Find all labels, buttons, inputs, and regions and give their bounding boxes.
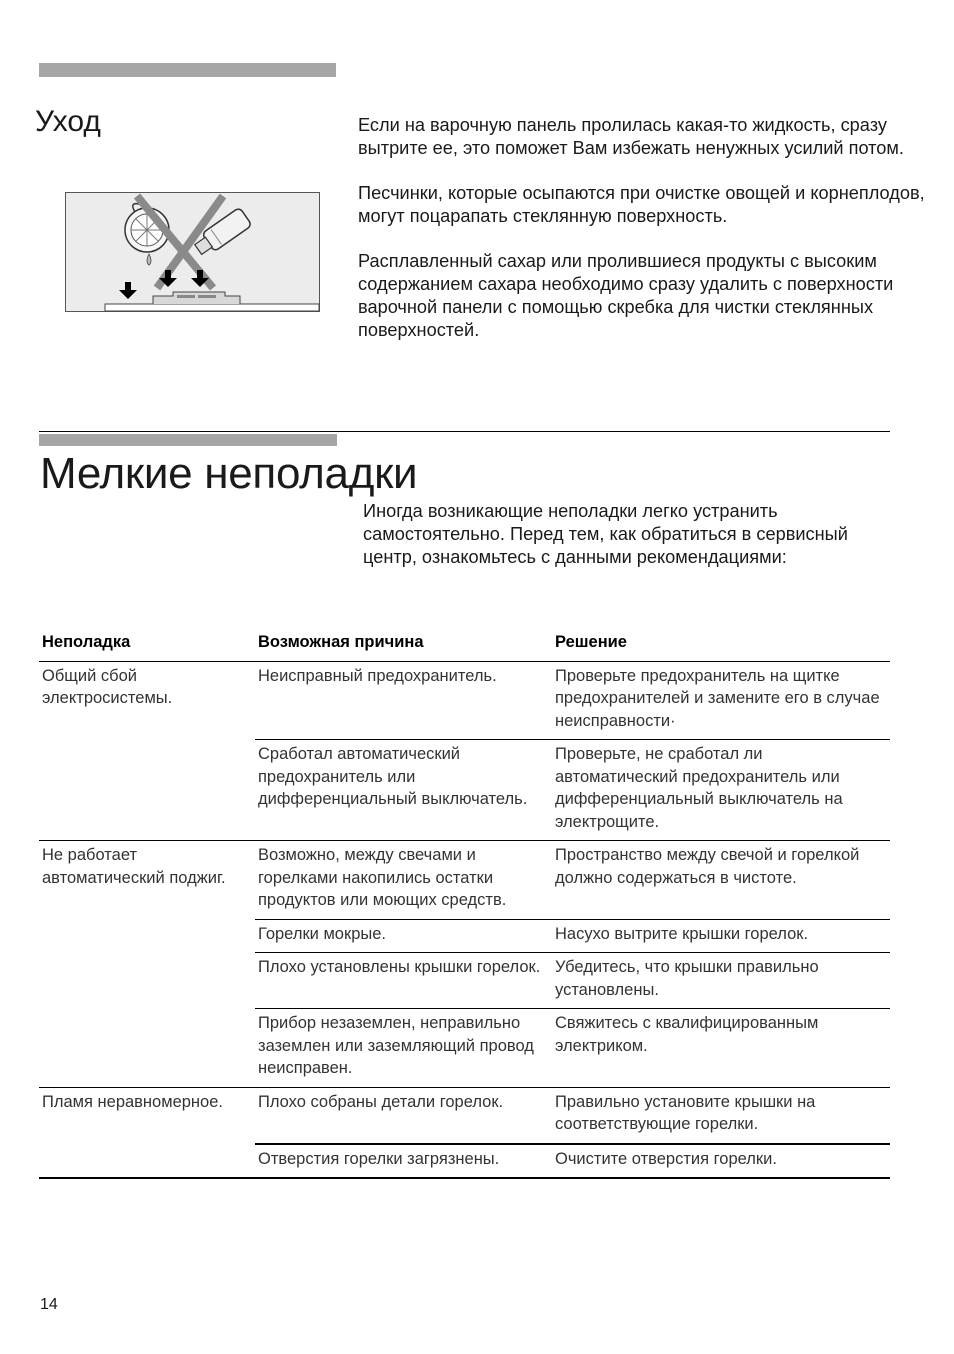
problem-cell: Общий сбой электросистемы.	[39, 661, 255, 841]
problem-cell: Пламя неравномерное.	[39, 1087, 255, 1178]
table-header-row	[39, 626, 890, 661]
cause-cell: Неисправный предохранитель.	[255, 661, 552, 740]
section-bar-care	[39, 63, 336, 77]
cause-cell: Сработал автоматический предохранитель или дифференциальный выключатель.	[255, 740, 552, 841]
table-row	[39, 841, 890, 920]
faults-intro: Иногда возникающие неполадки легко устранить самостоятельно. Перед тем, как обратиться в сервисный центр, ознакомьтесь с данными рекомендациями:	[363, 501, 848, 567]
cause-cell: Прибор незаземлен, неправильно заземлен или заземляющий провод неисправен.	[255, 1009, 552, 1088]
header-problem: Неполадка	[39, 626, 255, 661]
care-paragraph: Расплавленный сахар или пролившиеся продукты с высоким содержанием сахара необходимо сразу удалить с поверхности варочной панели с помощью скребка для чистки стеклянных поверхностей.	[358, 251, 894, 340]
care-paragraph: Если на варочную панель пролилась какая-то жидкость, сразу вытрите ее, это поможет Вам избежать ненужных усилий потом.	[358, 115, 904, 158]
cause-cell: Горелки мокрые.	[255, 919, 552, 953]
solution-cell: Правильно установите крышки на соответствующие горелки.	[552, 1087, 890, 1144]
cause-cell: Возможно, между свечами и горелками накопились остатки продуктов или моющих средств.	[255, 841, 552, 920]
page-number: 14	[40, 1296, 58, 1313]
faults-table	[39, 626, 890, 1179]
header-cause: Возможная причина	[255, 626, 552, 661]
care-paragraph: Песчинки, которые осыпаются при очистке овощей и корнеплодов, могут поцарапать стеклянную поверхность.	[358, 183, 925, 226]
care-title: Уход	[35, 105, 101, 138]
problem-cell: Не работает автоматический поджиг.	[39, 841, 255, 1088]
solution-cell: Убедитесь, что крышки правильно установлены.	[552, 953, 890, 1009]
solution-cell: Пространство между свечой и горелкой должно содержаться в чистоте.	[552, 841, 890, 920]
table-row	[39, 1087, 890, 1144]
table-row	[39, 661, 890, 740]
solution-cell: Насухо вытрите крышки горелок.	[552, 919, 890, 953]
header-solution: Решение	[552, 626, 890, 661]
care-text	[358, 114, 928, 364]
cause-cell: Плохо установлены крышки горелок.	[255, 953, 552, 1009]
section-bar-faults	[39, 434, 337, 446]
solution-cell: Проверьте, не сработал ли автоматический предохранитель или дифференциальный выключатель на электрощите.	[552, 740, 890, 841]
solution-cell: Свяжитесь с квалифицированным электриком.	[552, 1009, 890, 1088]
solution-cell: Очистите отверстия горелки.	[552, 1144, 890, 1179]
cause-cell: Плохо собраны детали горелок.	[255, 1087, 552, 1144]
no-lemon-vinegar-on-hob-icon	[65, 192, 320, 312]
cause-cell: Отверстия горелки загрязнены.	[255, 1144, 552, 1179]
solution-cell: Проверьте предохранитель на щитке предохранителей и замените его в случае неисправности·	[552, 661, 890, 740]
section-rule	[39, 431, 890, 432]
faults-title: Мелкие неполадки	[40, 449, 418, 498]
